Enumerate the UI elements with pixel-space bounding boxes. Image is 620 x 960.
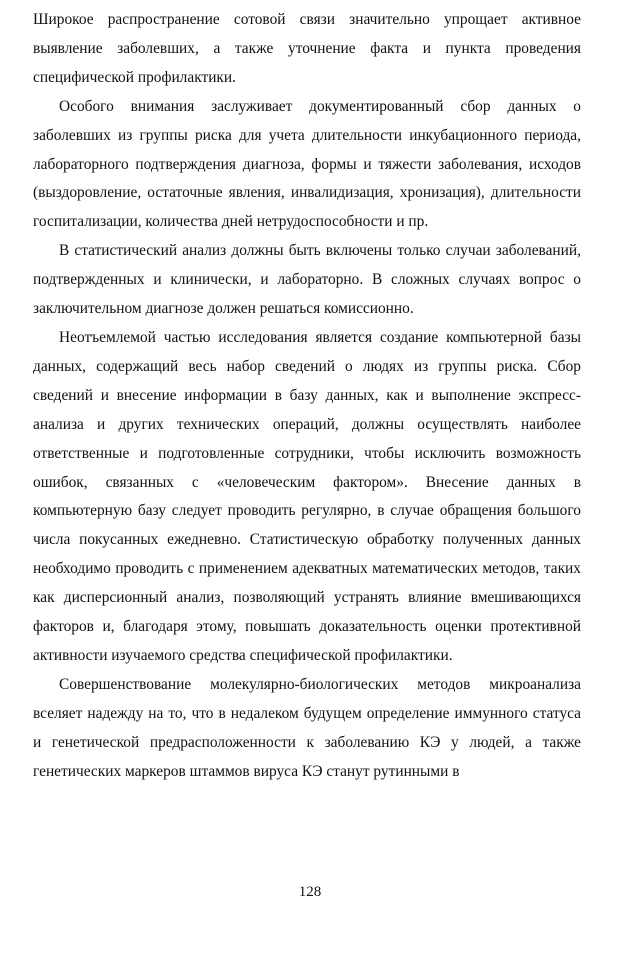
paragraph-4: Неотъемлемой частью исследования является создание компьютерной базы данных, содержащий весь набор сведений о людях из группы риска. Сбор сведений и внесение информации в базу данных, как и выполнение экспресс-анализа и других технических операций, должны осуществлять наиболее ответственные и подготовленные сотрудники, чтобы исключить возможность ошибок, связанных с «человеческим фактором». Внесение данных в компьютерную базу следует проводить регулярно, в случае обращения большого числа покусанных ежедневно. Статистическую обработку полученных данных необходимо проводить с применением адекватных математических методов, таких как дисперсионный анализ, позволяющий устранять влияние вмешивающихся факторов и, благодаря этому, повышать доказательность оценки протективной активности изучаемого средства специфической профилактики. [33, 328, 581, 664]
paragraph-1: Широкое распространение сотовой связи значительно упрощает активное выявление заболевших, а также уточнение факта и пункта проведения специфической профилактики. [33, 11, 581, 86]
paragraph-2: Особого внимания заслуживает документированный сбор данных о заболевших из группы риска для учета длительности инкубационного периода, лабораторного подтверждения диагноза, формы и тяжести заболевания, исходов (выздоровление, остаточные явления, инвалидизация, хронизация), длительности госпитализации, количества дней нетрудоспособности и пр. [33, 97, 581, 231]
body-text [33, 6, 581, 786]
paragraph-5: Совершенствование молекулярно-биологических методов микроанализа вселяет надежду на то, что в недалеком будущем определение иммунного статуса и генетической предрасположенности к заболеванию КЭ у людей, а также генетических маркеров штаммов вируса КЭ станут рутинными в [33, 675, 581, 780]
page-number: 128 [298, 884, 322, 900]
paragraph-3: В статистический анализ должны быть включены только случаи заболеваний, подтвержденных и клинически, и лабораторно. В сложных случаях вопрос о заключительном диагнозе должен решаться комиссионно. [33, 242, 581, 318]
